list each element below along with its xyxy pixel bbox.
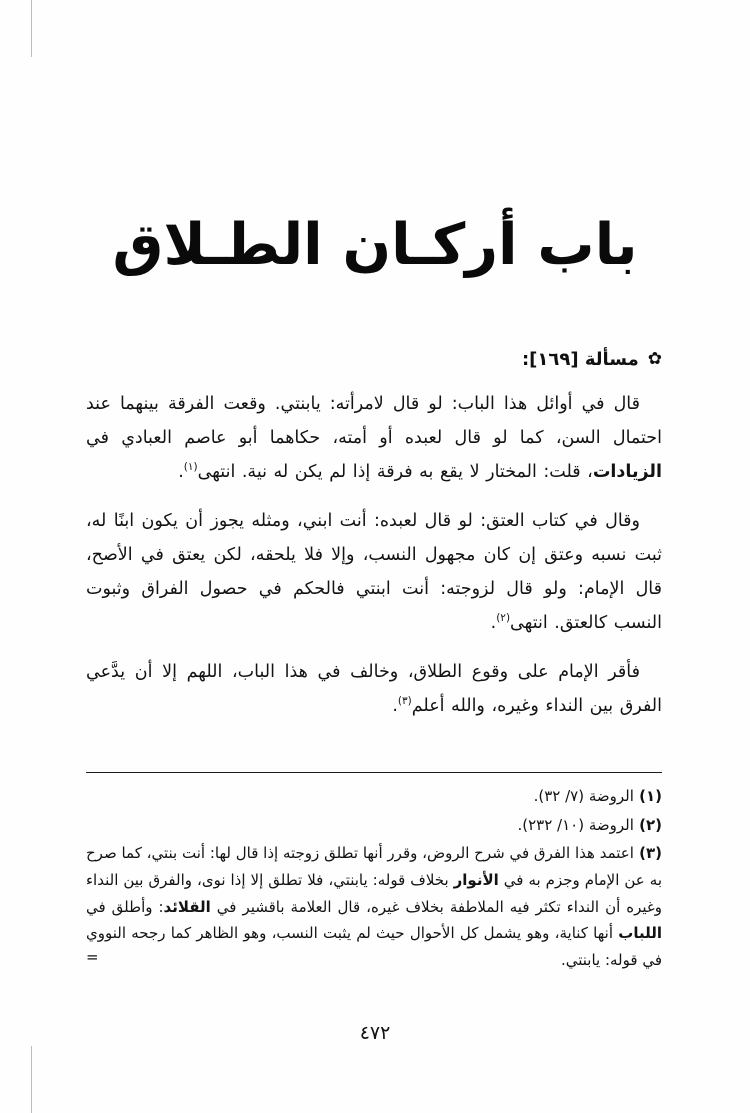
text-segment: فأقر الإمام على وقوع الطلاق، وخالف في هذا الباب، اللهم إلا أن يدَّعي الفرق بين النداء وغيره، والله أعلم: [86, 662, 662, 717]
chapter-title: باب أركـان الطـلاق: [112, 212, 638, 278]
flower-ornament-icon: ✿: [647, 349, 662, 369]
footnote-number: (١): [633, 787, 662, 805]
text-segment: .: [392, 696, 398, 717]
text-segment: بخلاف قوله: يابنتي، فلا تطلق إلا إذا نوى، والفرق بين النداء وغيره أن النداء تكثر فيه الملاطفة بخلاف غيره، قال العلامة باقشير في: [86, 871, 662, 916]
section-heading: [522, 349, 662, 370]
text-segment: ، قلت: المختار لا يقع به فرقة إذا لم يكن له نية. انتهى: [197, 461, 593, 482]
text-segment: الأنوار: [453, 871, 499, 890]
footnotes-list: [86, 783, 662, 974]
text-segment: .: [178, 461, 184, 482]
footnote-ref: (١): [183, 460, 198, 473]
text-segment: القلائد: [163, 897, 211, 916]
footnote-area: [86, 772, 662, 976]
text-segment: قال في أوائل هذا الباب: لو قال لامرأته: يابنتي. وقعت الفرقة بينهما عند احتمال السن، كما لو قال لعبده أو أمته، حكاهما أبو عاصم العبادي في: [86, 394, 662, 448]
section-label: مسألة [١٦٩]:: [521, 349, 639, 370]
footnote-number: (٢): [633, 815, 662, 834]
scan-artifact-top: [31, 0, 32, 57]
text-segment: أنها كناية، وهو يشمل كل الأحوال حيث لم يثبت النسب، وهو الظاهر كما رجحه النووي في قوله: يابنتي.: [86, 924, 662, 970]
paragraph: [86, 505, 662, 640]
text-segment: : وأطلق في: [86, 897, 164, 916]
text-segment: اللباب: [618, 924, 662, 943]
paragraph: [86, 388, 662, 489]
paragraph: [86, 656, 662, 724]
footnote-number: (٣): [633, 844, 662, 863]
text-segment: اعتمد هذا الفرق في شرح الروض، وقرر أنها تطلق زوجته إذا قال لها: أنت بنتي، كما صرح به عن الإمام وجزم به في: [86, 844, 662, 890]
footnote: [86, 840, 662, 973]
body-paragraphs: [86, 388, 662, 740]
footnote-ref: (٣): [397, 695, 412, 708]
text-segment: الزيادات: [592, 461, 662, 482]
text-segment: .: [490, 612, 497, 633]
footnote-ref: (٢): [496, 611, 511, 624]
footnote: [86, 783, 662, 810]
footnote-separator: [86, 772, 662, 773]
scan-artifact-bottom: [31, 1046, 32, 1113]
text-segment: الروضة (١٠/ ٢٣٢).: [517, 815, 634, 834]
page-number: ٤٧٢: [359, 1022, 391, 1044]
footnote-continuation-mark: =: [86, 948, 99, 967]
footnote: [86, 812, 662, 839]
text-segment: وقال في كتاب العتق: لو قال لعبده: أنت ابني، ومثله يجوز أن يكون ابنًا له، ثبت نسبه وعتق إن كان مجهول النسب، وإلا فلا يلحقه، لكن يعتق في الأصح، قال الإمام: ولو قال لزوجته: أنت ابنتي فالحكم في حصول الفراق وثبوت النسب كالعتق. انتهى: [86, 511, 662, 633]
text-segment: الروضة (٧/ ٣٢).: [533, 787, 634, 805]
